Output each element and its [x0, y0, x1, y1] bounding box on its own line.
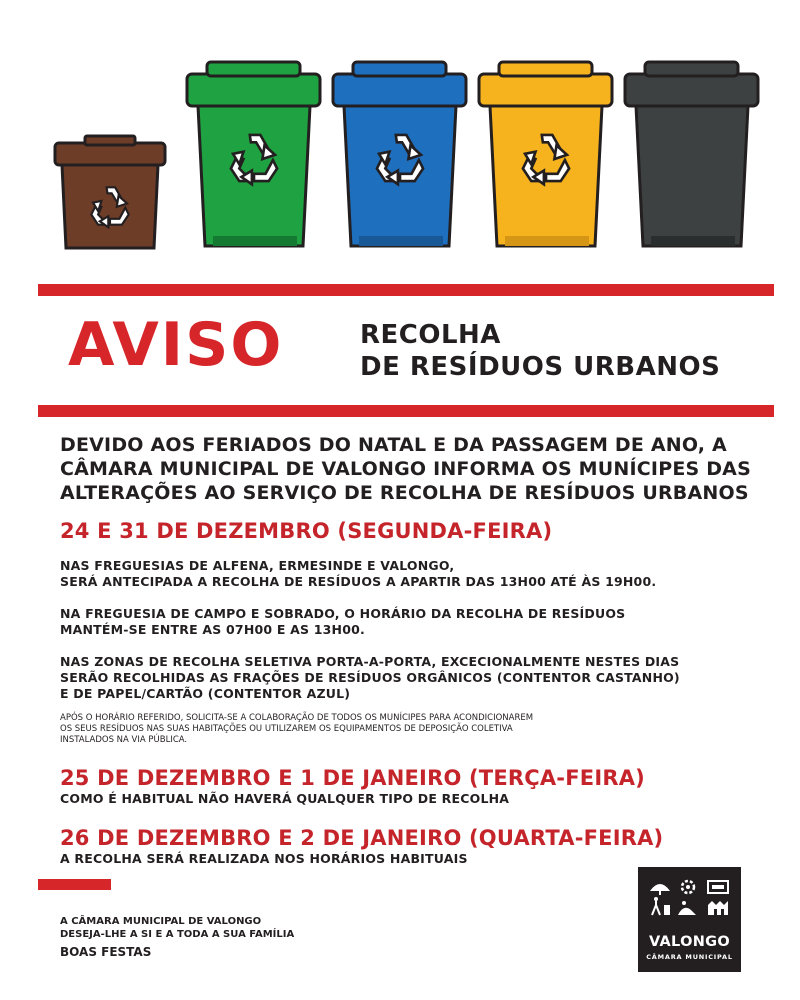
footer-accent-line — [38, 879, 111, 890]
grey-bin — [625, 62, 758, 246]
footer-message: A CÂMARA MUNICIPAL DE VALONGO DESEJA-LHE A SI E A TODA A SUA FAMÍLIA — [60, 916, 295, 940]
notice-title: AVISO — [68, 310, 284, 380]
green-bin — [187, 62, 320, 246]
recycling-bins-illustration — [0, 0, 800, 265]
brown-bin — [55, 136, 165, 248]
section-heading-dec-26-jan-2: 26 DE DEZEMBRO E 2 DE JANEIRO (QUARTA-FEIRA) — [60, 826, 664, 850]
intro-text: DEVIDO AOS FERIADOS DO NATAL E DA PASSAGEM DE ANO, A CÂMARA MUNICIPAL DE VALONGO INFORMA OS MUNÍCIPES DAS ALTERAÇÕES AO SERVIÇO DE RECOLHA DE RESÍDUOS URBANOS — [60, 434, 751, 504]
logo-name: VALONGO — [649, 934, 730, 950]
section-heading-dec-24-31: 24 E 31 DE DEZEMBRO (SEGUNDA-FEIRA) — [60, 519, 553, 543]
yellow-bin — [479, 62, 612, 246]
small-print: APÓS O HORÁRIO REFERIDO, SOLICITA-SE A COLABORAÇÃO DE TODOS OS MUNÍCIPES PARA ACONDICIONAREM OS SEUS RESÍDUOS NAS SUAS HABITAÇÕES OU UTILIZAREM OS EQUIPAMENTOS DE DEPOSIÇÃO COLETIVA INSTALADOS NA VIA PÚBLICA. — [60, 713, 534, 745]
section-note-no-collection: COMO É HABITUAL NÃO HAVERÁ QUALQUER TIPO DE RECOLHA — [60, 791, 510, 806]
logo-subtitle: CÂMARA MUNICIPAL — [646, 953, 733, 961]
section-heading-dec-25-jan-1: 25 DE DEZEMBRO E 1 DE JANEIRO (TERÇA-FEIRA) — [60, 766, 645, 790]
paragraph-campo-sobrado: NA FREGUESIA DE CAMPO E SOBRADO, O HORÁRIO DA RECOLHA DE RESÍDUOS MANTÉM-SE ENTRE AS 07H00 E AS 13H00. — [60, 606, 626, 637]
section-note-usual-hours: A RECOLHA SERÁ REALIZADA NOS HORÁRIOS HABITUAIS — [60, 851, 468, 866]
municipality-logo — [638, 867, 741, 972]
paragraph-alfena: NAS FREGUESIAS DE ALFENA, ERMESINDE E VALONGO, SERÁ ANTECIPADA A RECOLHA DE RESÍDUOS A APARTIR DAS 13H00 ATÉ ÀS 19H00. — [60, 558, 657, 589]
greeting: BOAS FESTAS — [60, 945, 152, 959]
bottom-divider — [38, 405, 774, 417]
top-divider — [38, 284, 774, 296]
notice-subtitle: RECOLHA DE RESÍDUOS URBANOS — [360, 320, 721, 382]
paragraph-porta-a-porta: NAS ZONAS DE RECOLHA SELETIVA PORTA-A-PORTA, EXCECIONALMENTE NESTES DIAS SERÃO RECOLHIDAS AS FRAÇÕES DE RESÍDUOS ORGÂNICOS (CONTENTOR CASTANHO) E DE PAPEL/CARTÃO (CONTENTOR AZUL) — [60, 654, 680, 701]
logo-pictograms-icon — [638, 867, 741, 929]
blue-bin — [333, 62, 466, 246]
